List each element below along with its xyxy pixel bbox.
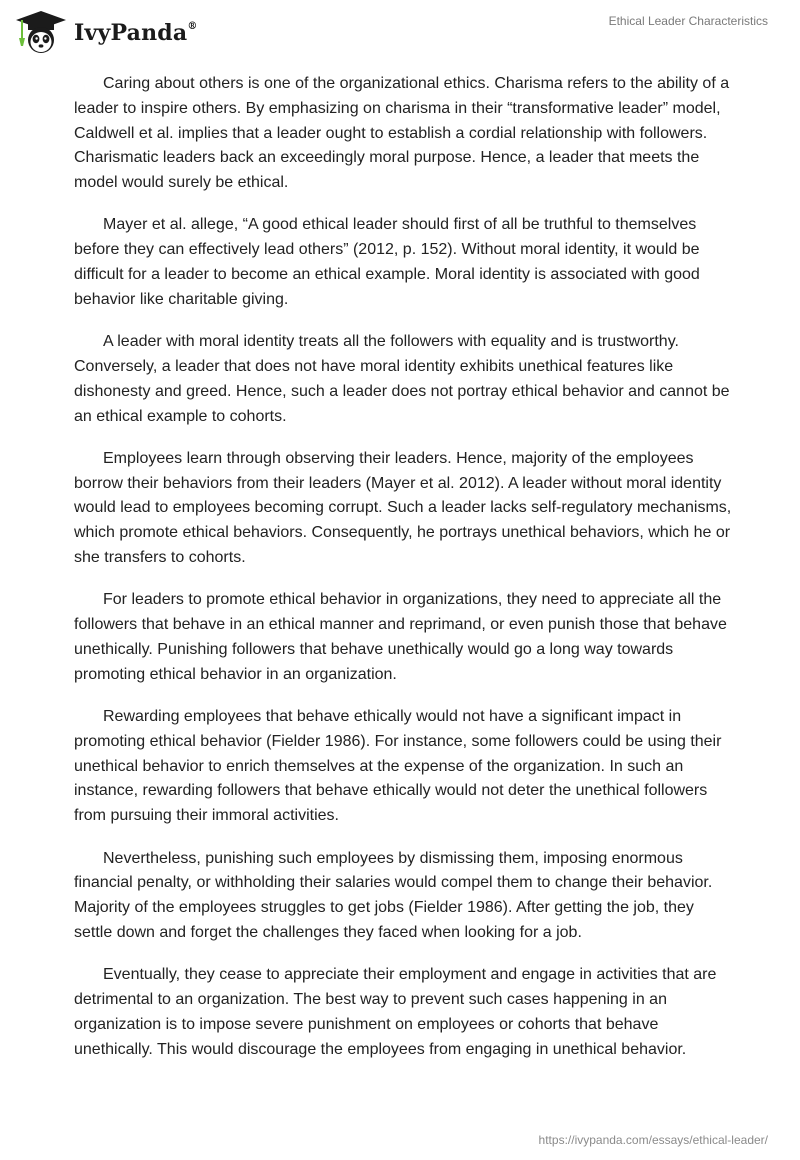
paragraph: Employees learn through observing their leaders. Hence, majority of the employees borrow their behaviors from their leaders (Mayer et al. 2012). A leader without moral identity would lead to employees becoming corrupt. Such a leader lacks self-regulatory mechanisms, which promote ethical behaviors. Consequently, he portrays unethical behaviors, which he or she transfers to cohorts. (74, 449, 732, 567)
ivypanda-logo[interactable] (14, 8, 198, 54)
paragraph: Eventually, they cease to appreciate their employment and engage in activities that are detrimental to an organization. The best way to prevent such cases happening in an organization is to impose severe punishment on employees or cohorts that behave unethically. This would discourage the employees from engaging in unethical behavior. (74, 966, 717, 1058)
paragraph: For leaders to promote ethical behavior in organizations, they need to appreciate all the followers that behave in an ethical manner and reprimand, or even punish those that behave unethically. Punishing followers that behave unethically would go a long way towards promoting ethical behavior in an organization. (74, 591, 727, 683)
paragraph: Mayer et al. allege, “A good ethical leader should first of all be truthful to themselves before they can effectively lead others” (2012, p. 152). Without moral identity, it would be difficult for a leader to become an ethical example. Moral identity is associated with good behavior like charitable giving. (74, 216, 700, 308)
paragraph: A leader with moral identity treats all the followers with equality and is trustworthy. Conversely, a leader that does not have moral identity exhibits unethical features like dishonesty and greed. Hence, such a leader does not portray ethical behavior and cannot be an ethical example to cohorts. (74, 333, 730, 425)
page-header (0, 0, 800, 70)
essay-body (74, 72, 734, 1080)
source-url[interactable]: https://ivypanda.com/essays/ethical-leader/ (538, 1133, 768, 1147)
paragraph: Rewarding employees that behave ethically would not have a significant impact in promoting ethical behavior (Fielder 1986). For instance, some followers could be using their unethical behavior to enrich themselves at the expense of the organization. In such an instance, rewarding followers that behave ethically would not deter the unethical followers from pursuing their immoral activities. (74, 708, 722, 825)
panda-graduate-icon (14, 8, 68, 54)
paragraph: Nevertheless, punishing such employees by dismissing them, imposing enormous financial penalty, or withholding their salaries would compel them to change their behavior. Majority of the employees struggles to get jobs (Fielder 1986). After getting the job, they settle down and forget the challenges they faced when looking for a job. (74, 849, 713, 941)
registered-mark: ® (187, 20, 198, 32)
brand-text: IvyPanda (74, 20, 188, 46)
document-title: Ethical Leader Characteristics (608, 14, 768, 28)
paragraph: Caring about others is one of the organizational ethics. Charisma refers to the ability of a leader to inspire others. By emphasizing on charisma in their “transformative leader” model, Caldwell et al. implies that a leader ought to establish a cordial relationship with followers. Charismatic leaders back an exceedingly moral purpose. Hence, a leader that meets the model would surely be ethical. (74, 75, 730, 192)
brand-name (74, 20, 198, 46)
